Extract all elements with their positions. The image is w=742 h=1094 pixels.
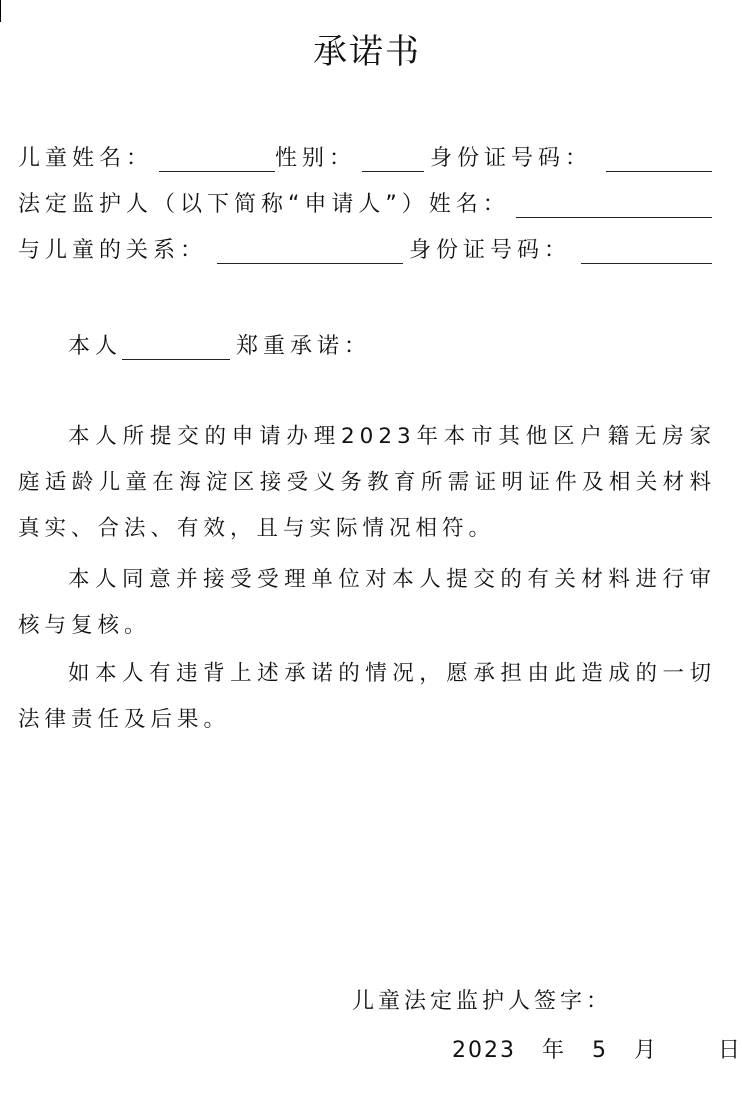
signature-label: 儿童法定监护人签字： bbox=[352, 989, 613, 1014]
date-month-unit: 月 bbox=[634, 1038, 659, 1063]
date-line bbox=[452, 1033, 742, 1064]
date-year: 2023 bbox=[452, 1038, 516, 1063]
id-number-label: 身份证号码： bbox=[430, 146, 593, 171]
relation-blank[interactable] bbox=[217, 237, 403, 264]
date-day-unit: 日 bbox=[718, 1038, 742, 1063]
date-month: 5 bbox=[592, 1038, 609, 1063]
paragraph-3: 如本人有违背上述承诺的情况，愿承担由此造成的一切法律责任及后果。 bbox=[18, 661, 716, 732]
child-name-blank[interactable] bbox=[159, 145, 275, 172]
paragraph-2: 本人同意并接受受理单位对本人提交的有关材料进行审核与复核。 bbox=[18, 567, 716, 638]
pledge-row bbox=[68, 326, 712, 360]
id-number-blank[interactable] bbox=[606, 145, 712, 172]
gender-blank[interactable] bbox=[362, 145, 424, 172]
date-year-unit: 年 bbox=[542, 1038, 567, 1063]
child-info-row bbox=[18, 138, 712, 172]
guardian-name-blank[interactable] bbox=[516, 191, 712, 218]
guardian-row bbox=[18, 184, 712, 218]
gender-label: 性别： bbox=[275, 146, 357, 171]
child-name-label: 儿童姓名： bbox=[18, 146, 154, 171]
id-number-blank-2[interactable] bbox=[581, 237, 712, 264]
paragraph-1: 本人所提交的申请办理2023年本市其他区户籍无房家庭适龄儿童在海淀区接受义务教育所需证明证件及相关材料真实、合法、有效，且与实际情况相符。 bbox=[18, 424, 716, 541]
relation-row bbox=[18, 230, 712, 264]
id-number-label-2: 身份证号码： bbox=[409, 238, 572, 263]
relation-label: 与儿童的关系： bbox=[18, 238, 208, 263]
pledger-name-blank[interactable] bbox=[122, 333, 230, 360]
pledge-suffix: 郑重承诺： bbox=[236, 334, 372, 359]
pledge-prefix: 本人 bbox=[68, 334, 123, 359]
page-corner-mark bbox=[0, 0, 1, 22]
guardian-name-label: 法定监护人（以下简称“申请人”）姓名： bbox=[18, 192, 510, 217]
document-title: 承诺书 bbox=[313, 32, 421, 72]
